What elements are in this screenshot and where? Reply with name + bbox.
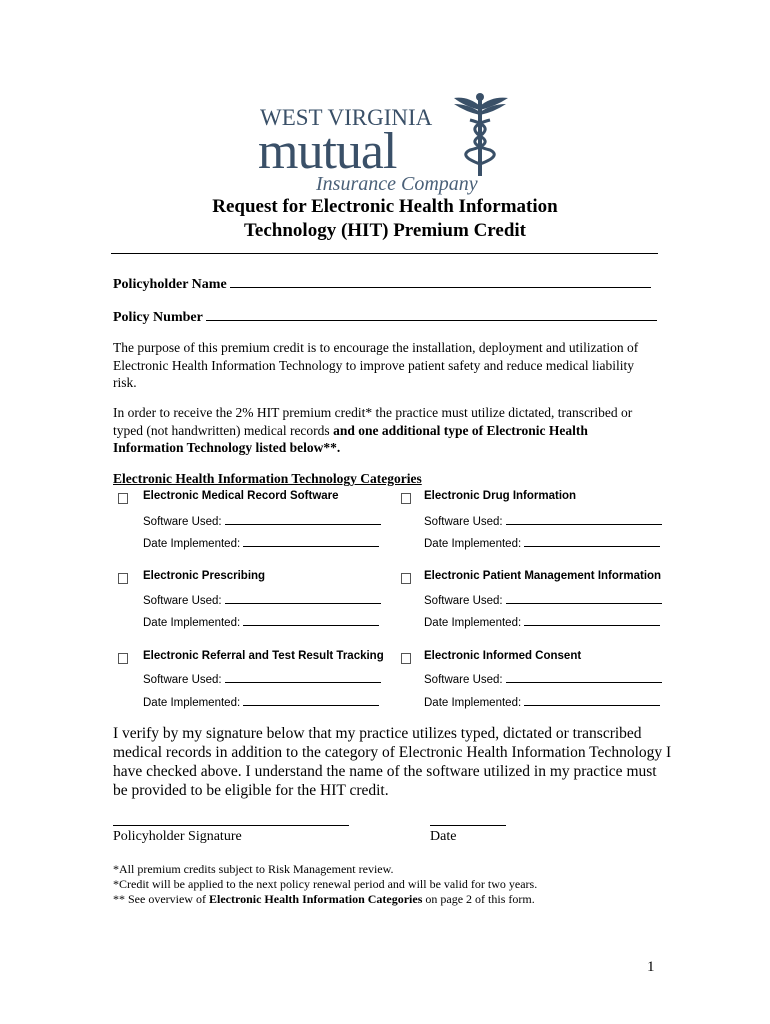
page-title-line1: Request for Electronic Health Information <box>212 196 558 217</box>
referral-date-input[interactable] <box>243 694 379 706</box>
verification-statement: I verify by my signature below that my practice utilizes typed, dictated or transcribed medical records in addition to the category of Electronic Health Information Technology I have checked above. I understand the name of the software utilized in my practice must be provided to be eligible for the HIT credit. <box>113 725 672 799</box>
date-label: Date Implemented: <box>143 617 241 629</box>
checkbox-informed-consent[interactable] <box>401 651 411 669</box>
patient-mgmt-date-input[interactable] <box>524 614 660 626</box>
signature-date-label: Date <box>430 829 457 844</box>
prescribing-date-input[interactable] <box>243 614 379 626</box>
policyholder-name-label: Policyholder Name <box>113 277 227 292</box>
policy-number-input[interactable] <box>206 307 657 321</box>
consent-date-field <box>424 694 660 709</box>
date-label: Date Implemented: <box>424 697 522 709</box>
checkbox-patient-management[interactable] <box>401 571 411 589</box>
software-label: Software Used: <box>424 595 503 607</box>
checkbox-drug-info[interactable] <box>401 491 411 509</box>
referral-date-field <box>143 694 379 709</box>
software-label: Software Used: <box>424 674 503 686</box>
signature-line[interactable] <box>113 825 349 826</box>
referral-software-field <box>143 671 381 686</box>
checkbox-referral-tracking[interactable] <box>118 651 128 669</box>
policy-number-field <box>113 307 657 326</box>
category-patient-management-label: Electronic Patient Management Information <box>424 570 662 582</box>
logo-mutual: mutual <box>258 123 397 180</box>
footnote-3-bold: Electronic Health Information Categories <box>208 892 423 906</box>
policyholder-name-field <box>113 274 651 293</box>
category-drug-info-label: Electronic Drug Information <box>424 490 577 502</box>
checkbox-emr[interactable] <box>118 491 128 509</box>
consent-software-field <box>424 671 662 686</box>
referral-software-input[interactable] <box>225 671 381 683</box>
purpose-paragraph: The purpose of this premium credit is to encourage the installation, deployment and utilization of Electronic Health Information Technology to improve patient safety and reduce medical liability risk. <box>113 340 639 390</box>
drug-date-input[interactable] <box>524 535 660 547</box>
categories-heading: Electronic Health Information Technology Categories <box>113 471 422 486</box>
page-number: 1 <box>647 959 655 975</box>
signature-label: Policyholder Signature <box>113 829 242 844</box>
date-label: Date Implemented: <box>143 538 241 550</box>
patient-mgmt-software-field <box>424 592 662 607</box>
emr-software-input[interactable] <box>225 513 381 525</box>
requirement-paragraph <box>113 404 658 457</box>
category-emr-label: Electronic Medical Record Software <box>143 490 339 502</box>
footnote-1: *All premium credits subject to Risk Management review. <box>113 862 394 876</box>
software-label: Software Used: <box>143 674 222 686</box>
logo-west-virginia: WEST VIRGINIA <box>260 105 433 130</box>
category-referral-tracking-label: Electronic Referral and Test Result Tracking <box>143 650 384 662</box>
caduceus-icon <box>454 93 508 176</box>
software-label: Software Used: <box>143 516 222 528</box>
drug-software-field <box>424 513 662 528</box>
patient-mgmt-date-field <box>424 614 660 629</box>
software-label: Software Used: <box>143 595 222 607</box>
company-logo <box>258 92 512 196</box>
drug-software-input[interactable] <box>506 513 662 525</box>
title-divider <box>111 253 658 254</box>
logo-insurance-company: Insurance Company <box>316 173 478 195</box>
patient-mgmt-software-input[interactable] <box>506 592 662 604</box>
checkbox-e-prescribing[interactable] <box>118 571 128 589</box>
footnote-2: *Credit will be applied to the next policy renewal period and will be valid for two years. <box>113 877 538 891</box>
drug-date-field <box>424 535 660 550</box>
emr-software-field <box>143 513 381 528</box>
date-label: Date Implemented: <box>424 617 522 629</box>
footnote-3 <box>113 892 535 907</box>
footnote-3-suffix: on page 2 of this form. <box>422 892 535 906</box>
requirement-text: In order to receive the 2% HIT premium credit* the practice must utilize dictated, transcribed or typed (not handwritten) medical records <box>113 405 633 438</box>
emr-date-field <box>143 535 379 550</box>
page-title-line2: Technology (HIT) Premium Credit <box>243 220 526 241</box>
software-label: Software Used: <box>424 516 503 528</box>
policyholder-name-input[interactable] <box>230 274 651 288</box>
prescribing-date-field <box>143 614 379 629</box>
category-e-prescribing-label: Electronic Prescribing <box>143 570 266 582</box>
footnote-3-prefix: ** See overview of <box>113 892 209 906</box>
emr-date-input[interactable] <box>243 535 379 547</box>
category-informed-consent-label: Electronic Informed Consent <box>424 650 582 662</box>
requirement-bold-text: and one additional type of Electronic Health Information Technology listed below**. <box>113 422 588 455</box>
date-label: Date Implemented: <box>424 538 522 550</box>
prescribing-software-input[interactable] <box>225 592 381 604</box>
prescribing-software-field <box>143 592 381 607</box>
policy-number-label: Policy Number <box>113 310 203 325</box>
date-label: Date Implemented: <box>143 697 241 709</box>
date-line[interactable] <box>430 825 506 826</box>
consent-date-input[interactable] <box>524 694 660 706</box>
consent-software-input[interactable] <box>506 671 662 683</box>
